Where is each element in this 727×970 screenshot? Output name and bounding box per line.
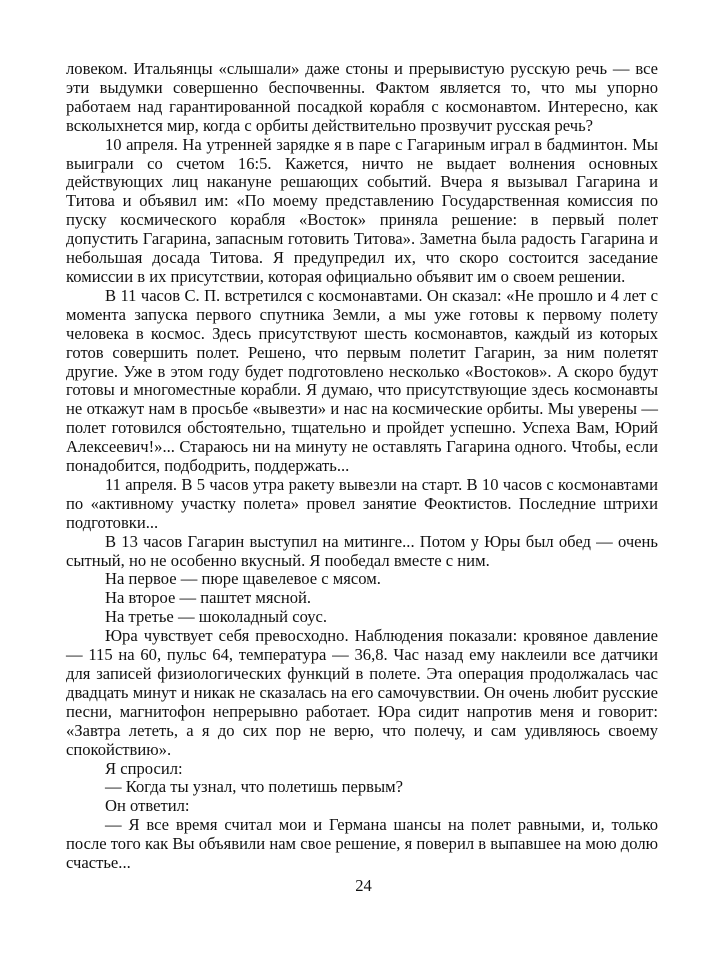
page-number: 24 — [355, 876, 372, 895]
paragraph-korolev-meeting: В 11 часов С. П. встретился с космонавтами. Он сказал: «Не прошло и 4 лет с момента запуска первого спутника Земли, а мы уже готовы к первому полету человека в космос. Здесь присутствуют шесть космонавтов, каждый из которых готов совершить полет. Решено, что первым полетит Гагарин, за ним полетят другие. Уже в этом году будет подготовлено несколько «Востоков». А скоро будут готовы и многоместные корабли. Я думаю, что присутствующие здесь космонавты не откажут нам в просьбе «вывезти» и нас на космические орбиты. Мы уверены — полет готовился обстоятельно, тщательно и пройдет успешно. Успеха Вам, Юрий Алексеевич!»... Стараюсь ни на минуту не оставлять Гагарина одного. Чтобы, если понадобится, подбодрить, поддержать... — [66, 285, 658, 476]
paragraph-rally-lunch: В 13 часов Гагарин выступил на митинге... Потом у Юры был обед — очень сытный, но не особенно вкусный. Я пообедал вместе с ним. — [66, 531, 658, 570]
paragraph-april-11: 11 апреля. В 5 часов утра ракету вывезли на старт. В 10 часов с космонавтами по «активному участку полета» провел занятие Феоктистов. Последние штрихи подготовки... — [66, 474, 658, 532]
book-page-text — [66, 60, 658, 873]
dialogue-i-asked: Я спросил: — [105, 758, 183, 778]
paragraph-continuation: ловеком. Итальянцы «слышали» даже стоны и прерывистую русскую речь — все эти выдумки совершенно беспочвенны. Фактом является то, что мы упорно работаем над гарантированной посадкой корабля с космонавтом. Интересно, как всколыхнется мир, когда с орбиты действительно прозвучит русская речь? — [66, 59, 658, 135]
dialogue-question: — Когда ты узнал, что полетишь первым? — [105, 777, 404, 797]
paragraph-health-status: Юра чувствует себя превосходно. Наблюдения показали: кровяное давление — 115 на 60, пульс 64, температура — 36,8. Час назад ему наклеили все датчики для записей физиологических функций в полете. Эта операция продолжалась час двадцать минут и никак не сказалась на его самочувствии. Он очень любит русские песни, магнитофон непрерывно работает. Юра сидит напротив меня и говорит: «Завтра лететь, а я до сих пор не верю, что полечу, и сам удивляюсь своему спокойствию». — [66, 626, 658, 759]
dialogue-answer: — Я все время считал мои и Германа шансы на полет равными, и, только после того как Вы объявили нам свое решение, я поверил в выпавшее на мою долю счастье... — [66, 815, 658, 873]
menu-first-course: На первое — пюре щавелевое с мясом. — [105, 569, 381, 589]
menu-second-course: На второе — паштет мясной. — [105, 588, 312, 608]
dialogue-he-answered: Он ответил: — [105, 796, 190, 816]
paragraph-april-10: 10 апреля. На утренней зарядке я в паре с Гагариным играл в бадминтон. Мы выиграли со счетом 16:5. Кажется, ничто не выдает волнения основных действующих лиц накануне решающих событий. Вчера я вызывал Гагарина и Титова и объявил им: «По моему представлению Государственная комиссия по пуску космического корабля «Восток» приняла решение: в первый полет допустить Гагарина, запасным готовить Титова». Заметна была радость Гагарина и небольшая досада Титова. Я предупредил их, что скоро состоится заседание комиссии в их присутствии, которая официально объявит им о своем решении. — [66, 134, 658, 286]
menu-third-course: На третье — шоколадный соус. — [105, 607, 328, 627]
